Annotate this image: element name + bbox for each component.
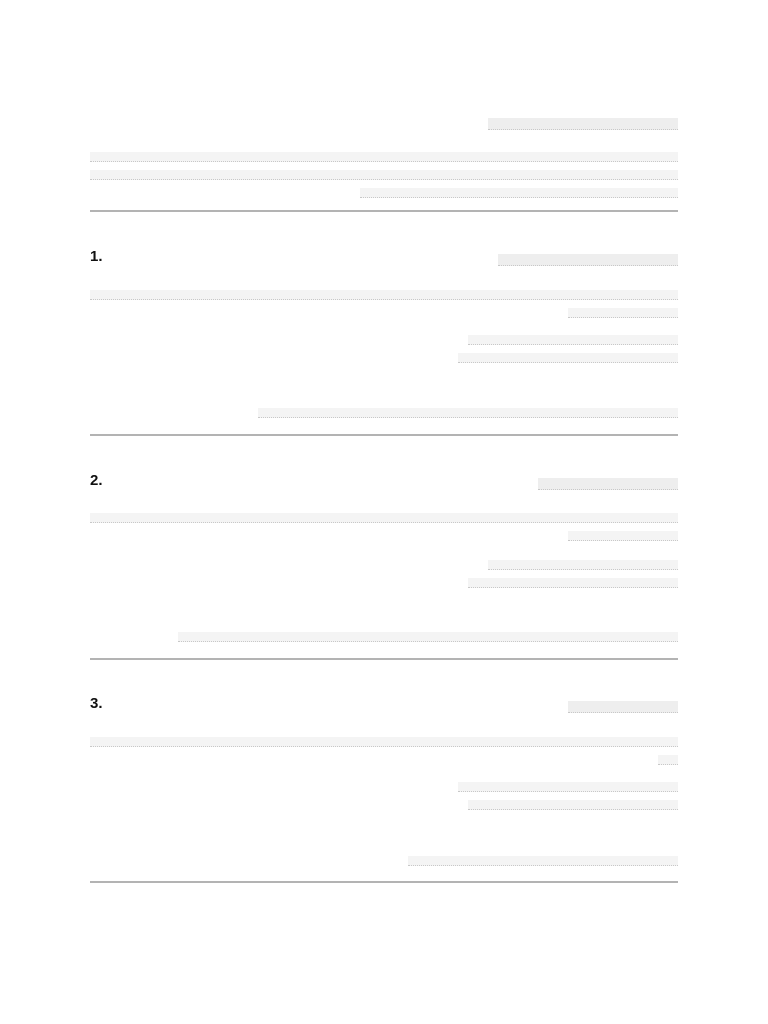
unreadable-line <box>468 578 678 588</box>
section-title <box>122 254 678 263</box>
document-title <box>90 118 678 130</box>
unreadable-line <box>90 152 678 162</box>
unreadable-line <box>568 308 678 318</box>
section-title <box>122 701 678 710</box>
unreadable-line <box>568 531 678 541</box>
unreadable-line <box>360 188 678 198</box>
section-heading <box>90 250 678 266</box>
unreadable-line <box>568 701 678 713</box>
unreadable-line <box>468 800 678 810</box>
unreadable-line <box>498 254 678 266</box>
section-divider <box>90 658 678 660</box>
section-paragraph <box>90 290 678 326</box>
verse <box>90 782 678 818</box>
unreadable-line <box>258 408 678 418</box>
section-paragraph <box>90 513 678 549</box>
unreadable-line <box>90 170 678 180</box>
section-title <box>122 478 678 487</box>
section-divider <box>90 434 678 436</box>
section-paragraph <box>90 737 678 773</box>
unreadable-line <box>458 782 678 792</box>
section-divider <box>90 210 678 212</box>
unreadable-line <box>90 513 678 523</box>
section-divider <box>90 881 678 883</box>
section-number: 2. <box>90 472 103 489</box>
unreadable-line <box>468 335 678 345</box>
section-note <box>90 632 678 650</box>
unreadable-line <box>488 118 678 130</box>
unreadable-line <box>178 632 678 642</box>
section-number: 1. <box>90 248 103 265</box>
section-heading <box>90 474 678 490</box>
section-note <box>90 408 678 426</box>
unreadable-line <box>458 353 678 363</box>
section-heading <box>90 697 678 713</box>
unreadable-line <box>408 856 678 866</box>
intro-paragraph <box>90 152 678 206</box>
unreadable-line <box>658 755 678 765</box>
section-note <box>90 856 678 874</box>
verse <box>90 335 678 371</box>
unreadable-line <box>90 290 678 300</box>
section-number: 3. <box>90 695 103 712</box>
unreadable-line <box>538 478 678 490</box>
verse <box>90 560 678 596</box>
unreadable-line <box>488 560 678 570</box>
unreadable-line <box>90 737 678 747</box>
